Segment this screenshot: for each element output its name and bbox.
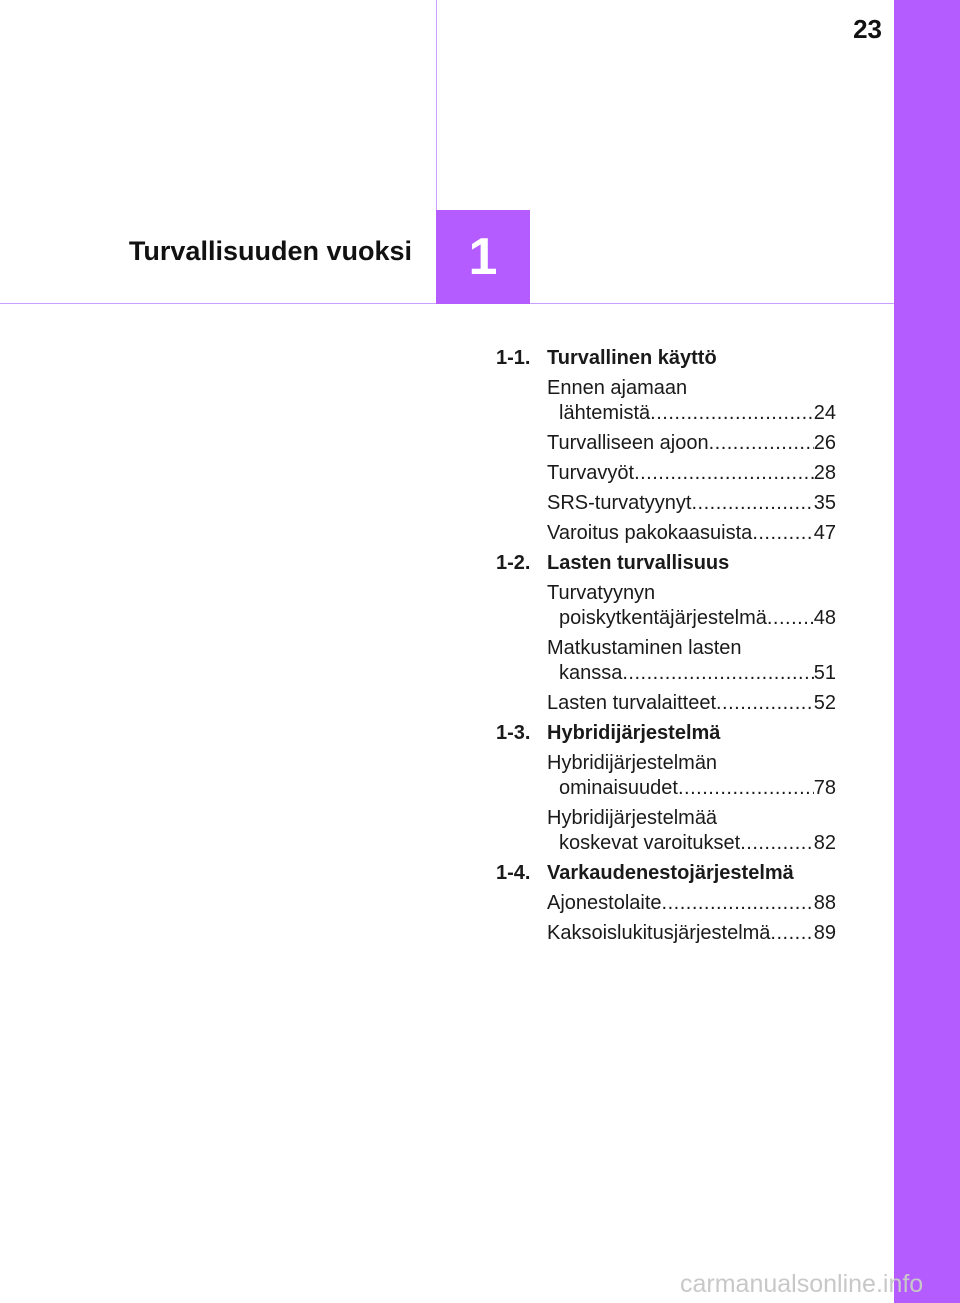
section-title: Turvallinen käyttö xyxy=(547,347,717,369)
entry-text: Lasten turvalaitteet xyxy=(547,692,716,714)
section-title: Hybridijärjestelmä xyxy=(547,722,721,744)
leader-dots xyxy=(622,661,813,686)
entry-line xyxy=(547,891,836,916)
entry-page-number: 89 xyxy=(813,922,836,944)
toc-entry[interactable] xyxy=(547,491,836,516)
side-tab xyxy=(894,0,960,1303)
entry-page-number: 82 xyxy=(813,832,836,854)
entry-line xyxy=(547,921,836,946)
section-heading[interactable] xyxy=(496,551,836,576)
section-heading[interactable] xyxy=(496,721,836,746)
entry-line xyxy=(547,691,836,716)
leader-dots xyxy=(662,891,814,916)
entry-line xyxy=(547,751,836,776)
leader-dots xyxy=(691,491,813,516)
entry-page-number: 48 xyxy=(813,607,836,629)
entry-line xyxy=(547,461,836,486)
entry-text: ominaisuudet xyxy=(559,777,678,799)
section-title: Varkaudenestojärjestelmä xyxy=(547,862,794,884)
entry-text: Hybridijärjestelmää xyxy=(547,807,718,829)
toc-entry[interactable] xyxy=(547,581,836,631)
entry-line xyxy=(547,831,836,856)
entry-page-number: 51 xyxy=(813,662,836,684)
section-heading[interactable] xyxy=(496,346,836,371)
leader-dots xyxy=(740,831,814,856)
entry-text: Hybridijärjestelmän xyxy=(547,752,718,774)
entry-text: Varoitus pakokaasuista xyxy=(547,522,753,544)
toc-entry[interactable] xyxy=(547,431,836,456)
entry-line xyxy=(547,776,836,801)
toc-section xyxy=(496,861,836,946)
leader-dots xyxy=(716,691,814,716)
toc-entry[interactable] xyxy=(547,921,836,946)
toc-entry[interactable] xyxy=(547,806,836,856)
toc-entry[interactable] xyxy=(547,751,836,801)
entry-line xyxy=(547,636,836,661)
toc-section xyxy=(496,551,836,716)
leader-dots xyxy=(650,401,814,426)
entry-page-number: 24 xyxy=(813,402,836,424)
entry-line xyxy=(547,376,836,401)
toc-entry[interactable] xyxy=(547,376,836,426)
watermark: carmanualsonline.info xyxy=(680,1270,924,1298)
entry-text: Turvavyöt xyxy=(547,462,635,484)
toc-entry[interactable] xyxy=(547,891,836,916)
entry-text: Matkustaminen lasten xyxy=(547,637,742,659)
toc-section xyxy=(496,346,836,546)
entry-text: koskevat varoitukset xyxy=(559,832,741,854)
entry-text: Ajonestolaite xyxy=(547,892,662,914)
entry-line xyxy=(547,431,836,456)
entry-line xyxy=(547,661,836,686)
leader-dots xyxy=(767,606,814,631)
entry-line xyxy=(547,806,836,831)
section-number: 1-1. xyxy=(496,347,531,369)
entry-page-number: 78 xyxy=(813,777,836,799)
page-number: 23 xyxy=(853,14,882,44)
toc-entry[interactable] xyxy=(547,691,836,716)
entry-line xyxy=(547,581,836,606)
entry-text: Turvatyynyn xyxy=(547,582,656,604)
leader-dots xyxy=(770,921,813,946)
chapter-number: 1 xyxy=(468,228,498,286)
leader-dots xyxy=(752,521,813,546)
section-heading[interactable] xyxy=(496,861,836,886)
entry-line xyxy=(547,521,836,546)
entry-page-number: 47 xyxy=(813,522,836,544)
toc-entry[interactable] xyxy=(547,521,836,546)
chapter-number-box xyxy=(436,210,530,304)
entry-text: Turvalliseen ajoon xyxy=(547,432,709,454)
entry-line xyxy=(547,491,836,516)
entry-text: lähtemistä xyxy=(559,402,651,424)
entry-text: SRS-turvatyynyt xyxy=(547,492,692,514)
entry-text: kanssa xyxy=(559,662,623,684)
entry-page-number: 35 xyxy=(813,492,836,514)
table-of-contents xyxy=(496,346,836,951)
chapter-title: Turvallisuuden vuoksi xyxy=(128,236,412,266)
leader-dots xyxy=(709,431,814,456)
section-number: 1-2. xyxy=(496,552,531,574)
section-title: Lasten turvallisuus xyxy=(547,552,730,574)
toc-section xyxy=(496,721,836,856)
leader-dots xyxy=(678,776,814,801)
entry-text: poiskytkentäjärjestelmä xyxy=(559,607,767,629)
section-number: 1-3. xyxy=(496,722,531,744)
entry-text: Ennen ajamaan xyxy=(547,377,688,399)
entry-page-number: 26 xyxy=(813,432,836,454)
section-number: 1-4. xyxy=(496,862,531,884)
entry-line xyxy=(547,606,836,631)
toc-entry[interactable] xyxy=(547,461,836,486)
entry-page-number: 28 xyxy=(813,462,836,484)
entry-text: Kaksoislukitusjärjestelmä xyxy=(547,922,771,944)
toc-entry[interactable] xyxy=(547,636,836,686)
entry-page-number: 52 xyxy=(813,692,836,714)
entry-page-number: 88 xyxy=(813,892,836,914)
entry-line xyxy=(547,401,836,426)
leader-dots xyxy=(634,461,814,486)
